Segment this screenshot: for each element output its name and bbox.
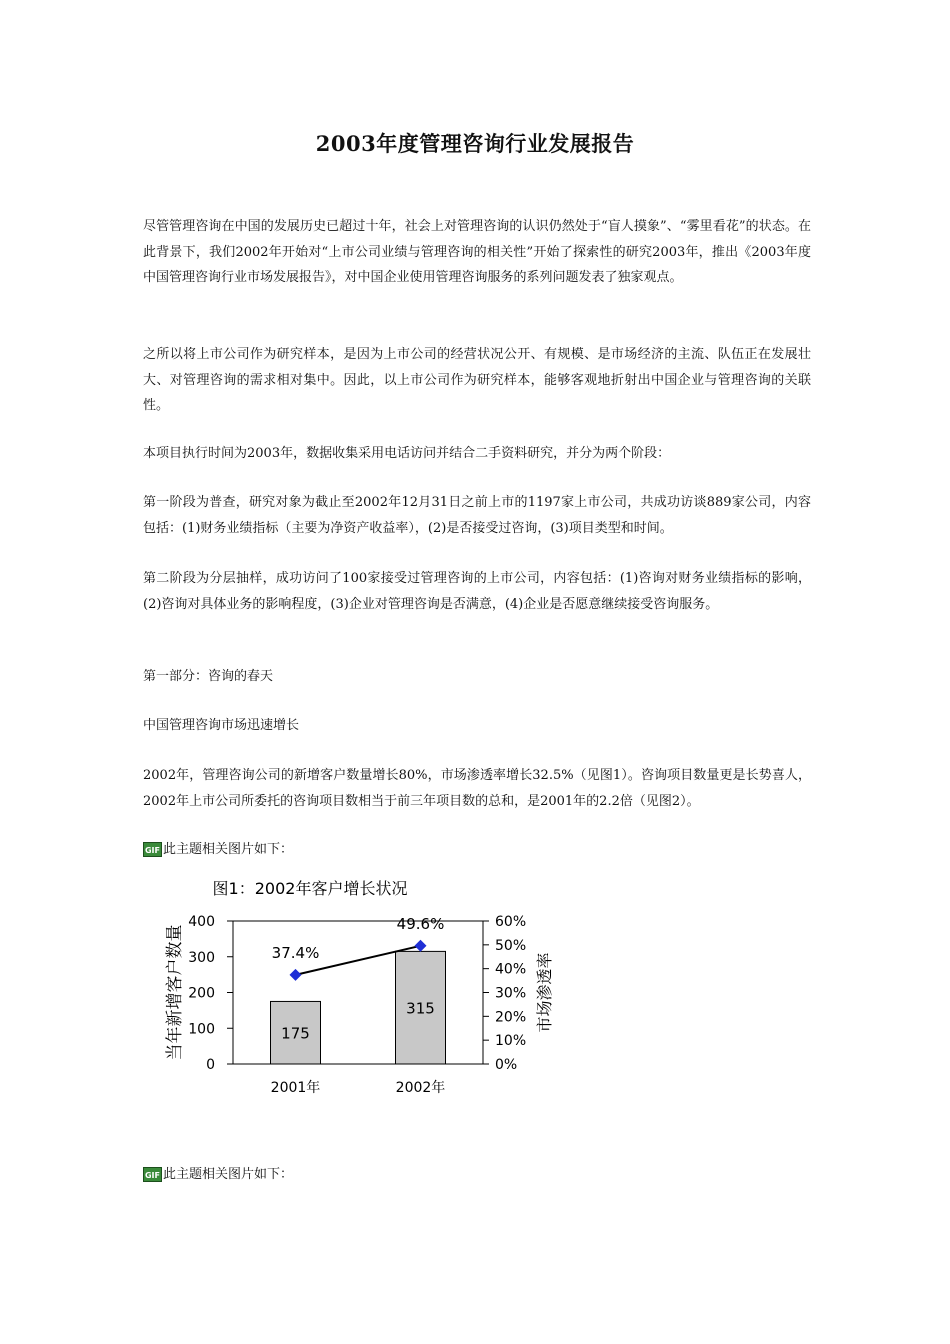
paragraph-sample: 之所以将上市公司作为研究样本，是因为上市公司的经营状况公开、有规模、是市场经济的主流、队伍正在发展壮大、对管理咨询的需求相对集中。因此，以上市公司作为研究样本，能够客观地折射出中国企业与管理咨询的关联性。: [143, 347, 811, 413]
y-tick-label: 300: [188, 949, 215, 966]
paragraph-intro: 尽管管理咨询在中国的发展历史已超过十年，社会上对管理咨询的认识仍然处于“盲人摸象”、“雾里看花”的状态。在此背景下，我们2002年开始对“上市公司业绩与管理咨询的相关性”开始了探索性的研究2003年，推出《2003年度中国管理咨询行业市场发展报告》，对中国企业使用管理咨询服务的系列问题发表了独家观点。: [143, 219, 811, 285]
section-heading: 第一部分：咨询的春天: [143, 669, 274, 684]
plot-area: [164, 914, 554, 1096]
y2-tick-label: 40%: [495, 961, 527, 978]
document-title: 2003年度管理咨询行业发展报告: [315, 131, 635, 156]
y2-tick-label: 20%: [495, 1009, 527, 1026]
bar-label: 315: [406, 999, 435, 1018]
image-caption-text: 此主题相关图片如下：: [163, 1167, 294, 1182]
line-marker: [415, 940, 427, 952]
image-caption-1: [143, 840, 293, 860]
y-tick-label: 200: [188, 985, 215, 1002]
paragraph-timeline: 本项目执行时间为2003年，数据收集采用电话访问并结合二手资料研究，并分为两个阶段：: [143, 446, 671, 461]
y-axis-label: 当年新增客户数量: [165, 924, 185, 1061]
paragraph-phase-one: 第一阶段为普查，研究对象为截止至2002年12月31日之前上市的1197家上市公司，共成功访谈889家公司，内容包括：(1)财务业绩指标（主要为净资产收益率），(2)是否接受过咨询，(3)项目类型和时间。: [143, 495, 811, 536]
customer-growth-chart: [143, 866, 583, 1106]
y2-tick-label: 10%: [495, 1033, 527, 1050]
line-label: 49.6%: [396, 914, 445, 933]
gif-icon: GIF: [143, 842, 162, 857]
subsection-heading: 中国管理咨询市场迅速增长: [143, 718, 300, 733]
y2-tick-label: 30%: [495, 985, 527, 1002]
y2-tick-label: 0%: [495, 1057, 518, 1073]
x-tick-label: 2002年: [395, 1080, 446, 1096]
bar-label: 175: [281, 1024, 310, 1043]
y-tick-label: 0: [206, 1057, 215, 1073]
image-caption-2: [143, 1165, 293, 1185]
y-tick-label: 100: [188, 1021, 215, 1038]
y2-tick-label: 60%: [495, 914, 527, 930]
y2-tick-label: 50%: [495, 937, 527, 954]
gif-icon: GIF: [143, 1167, 162, 1182]
x-tick-label: 2001年: [270, 1080, 321, 1096]
paragraph-growth: 2002年，管理咨询公司的新增客户数量增长80%，市场渗透率增长32.5%（见图1）。咨询项目数量更是长势喜人，2002年上市公司所委托的咨询项目数相当于前三年项目数的总和，是2001年的2.2倍（见图2）。: [143, 768, 811, 809]
paragraph-phase-two: 第二阶段为分层抽样，成功访问了100家接受过管理咨询的上市公司，内容包括：(1)咨询对财务业绩指标的影响，(2)咨询对具体业务的影响程度，(3)企业对管理咨询是否满意，(4)企业是否愿意继续接受咨询服务。: [143, 571, 811, 612]
chart-title: 图1：2002年客户增长状况: [212, 879, 408, 898]
y-tick-label: 400: [188, 914, 215, 930]
y2-axis-label: 市场渗透率: [535, 952, 554, 1033]
line-label: 37.4%: [271, 943, 320, 962]
image-caption-text: 此主题相关图片如下：: [163, 842, 294, 857]
line-marker: [290, 969, 302, 981]
